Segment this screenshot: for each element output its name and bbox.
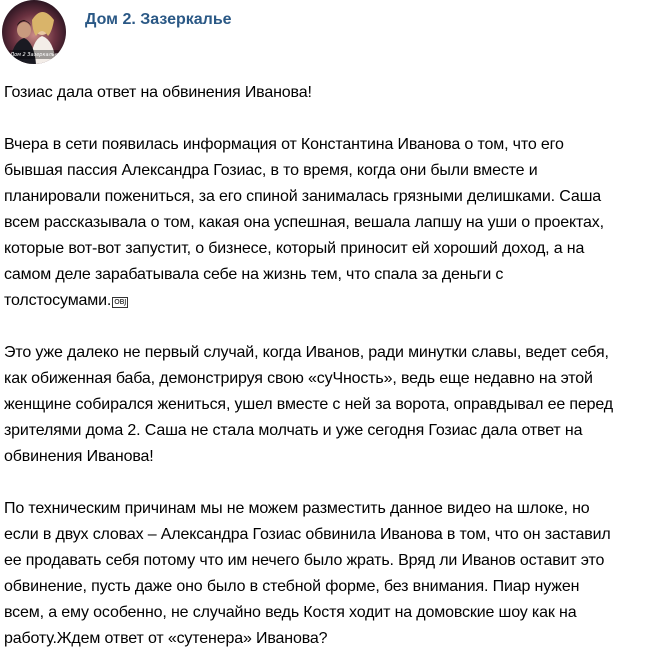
paragraph-1 — [4, 132, 668, 314]
text-line: женщине собирался жениться, ушел вместе с ней за ворота, оправдывал ее перед — [4, 396, 613, 413]
paragraph-2 — [4, 340, 668, 470]
text-line: если в двух словах – Александра Гозиас обвинила Иванова в том, что он заставил — [4, 526, 611, 543]
text-line: работу.Ждем ответ от «сутенера» Иванова? — [4, 630, 328, 647]
text-line: зрителями дома 2. Саша не стала молчать и уже сегодня Гозиас дала ответ на — [4, 422, 583, 439]
text-line: бывшая пассия Александра Гозиас, в то время, когда они были вместе и — [4, 162, 538, 179]
paragraph-gap — [4, 314, 668, 340]
text-line: всем, а ему особенно, не случайно ведь Костя ходит на домовские шоу как на — [4, 604, 577, 621]
text-line: Это уже далеко не первый случай, когда Иванов, ради минутки славы, ведет себя, — [4, 344, 609, 361]
group-avatar-icon — [2, 0, 66, 64]
text-line: всем рассказывала о том, какая она успешная, вешала лапшу на уши о проектах, — [4, 214, 604, 231]
text-line: обвинения Иванова! — [4, 448, 154, 465]
text-line: которые вот-вот запустит, о бизнесе, который приносит ей хороший доход, а на — [4, 240, 585, 257]
post-body — [4, 80, 668, 652]
text-line: Вчера в сети появилась информация от Константина Иванова о том, что его — [4, 136, 564, 153]
text-line-content: толстосумами. — [4, 292, 112, 309]
text-line: По техническим причинам мы не можем разместить данное видео на шлоке, но — [4, 500, 590, 517]
text-line: самом деле зарабатывала себе на жизнь тем, что спала за деньги с — [4, 266, 504, 283]
text-line: как обиженная баба, демонстрируя свою «суЧность», ведь еще недавно на этой — [4, 370, 593, 387]
post-title: Гозиас дала ответ на обвинения Иванова! — [4, 84, 312, 101]
paragraph-gap — [4, 106, 668, 132]
group-name-link[interactable]: Дом 2. Зазеркалье — [85, 11, 232, 28]
text-line: ее продавать себя потому что им нечего было жрать. Вряд ли Иванов оставит это — [4, 552, 605, 569]
svg-text:Дом 2 Зазеркалье: Дом 2 Зазеркалье — [10, 52, 58, 58]
text-line-last — [4, 288, 668, 314]
paragraph-3 — [4, 496, 668, 652]
text-line: обвинение, пусть даже оно было в стебной форме, без внимания. Пиар нужен — [4, 578, 580, 595]
object-replacement-glyph: OBJ — [114, 298, 127, 306]
text-line: планировали пожениться, за его спиной занималась грязными делишками. Саша — [4, 188, 602, 205]
paragraph-gap — [4, 470, 668, 496]
group-avatar[interactable] — [2, 0, 66, 64]
post-header — [0, 0, 670, 70]
